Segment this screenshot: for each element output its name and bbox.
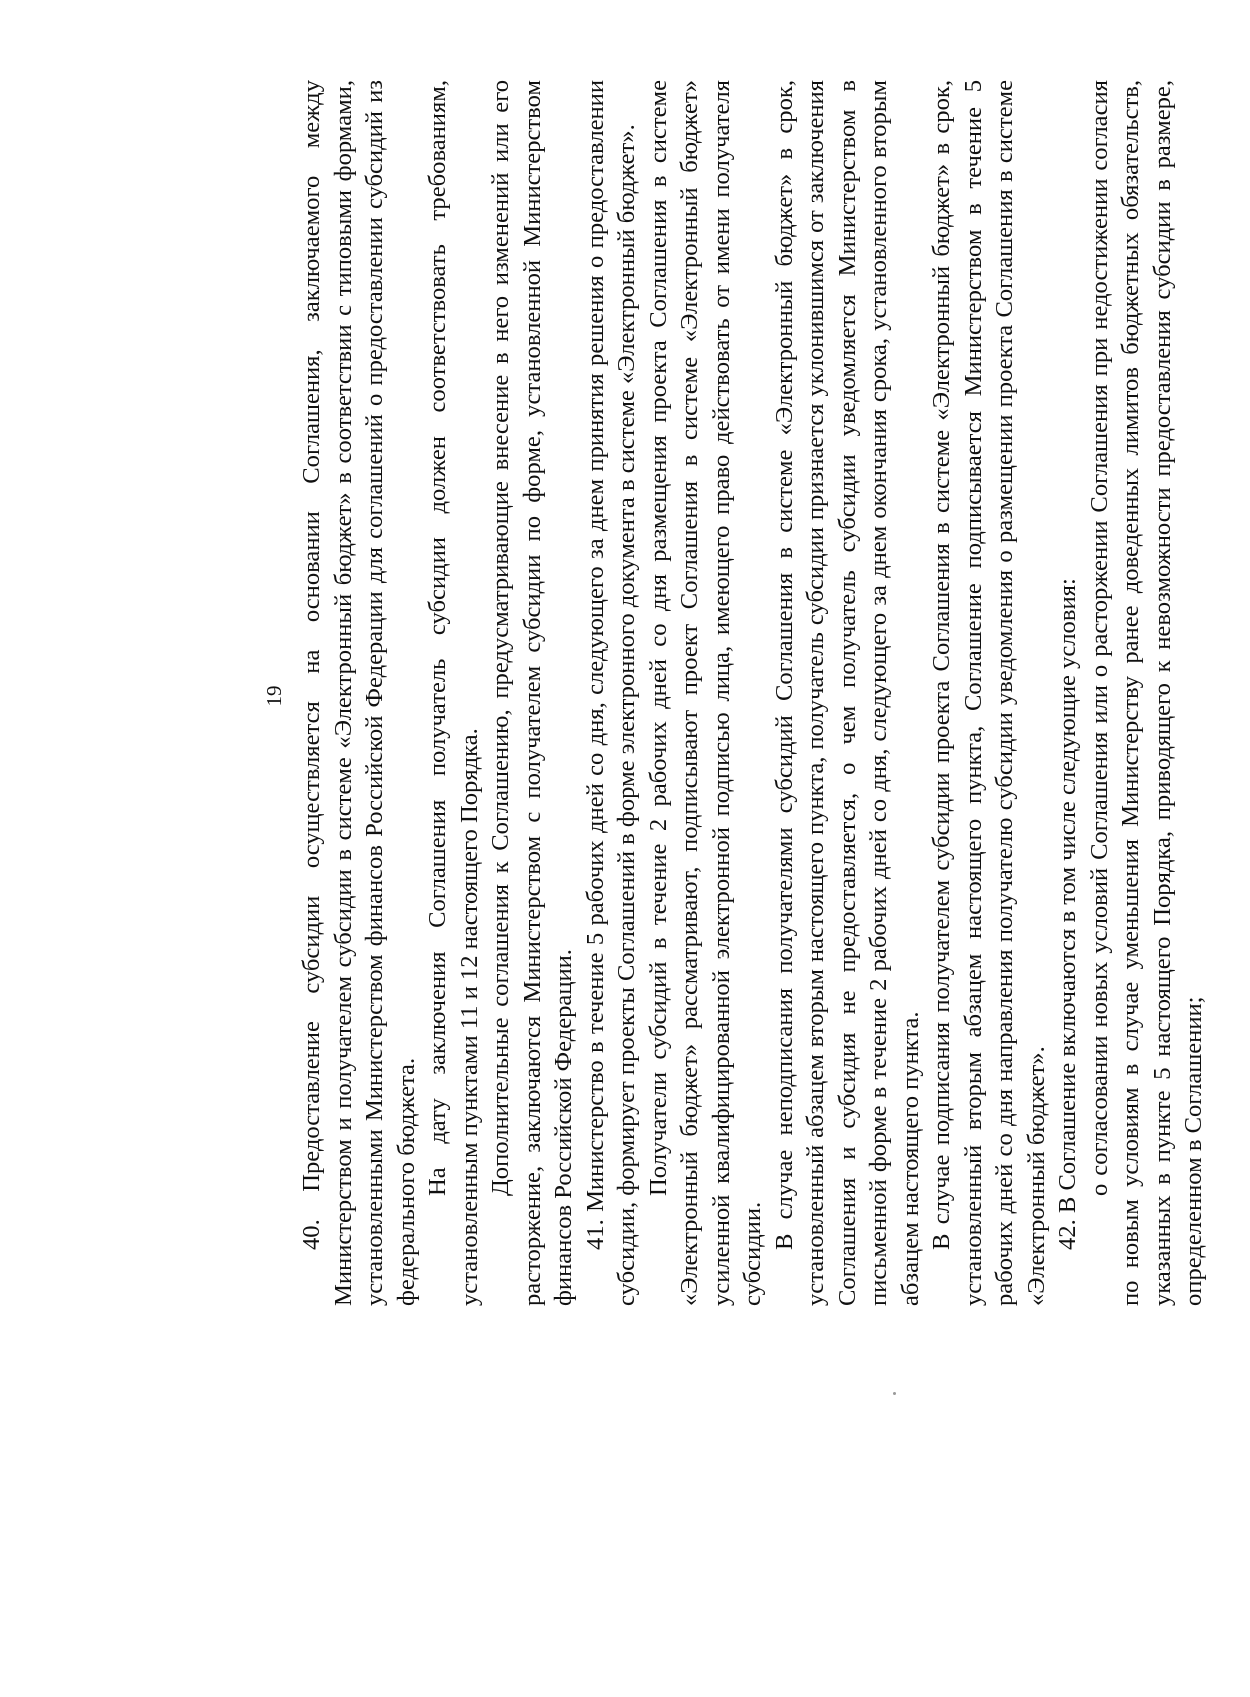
page-number: 19 <box>262 685 286 707</box>
paragraph-40: 40. Предоставление субсидии осуществляется на основании Соглашения, заключаемого между Министерством и получателем субсидии в системе «Электронный бюджет» в соответствии с типовыми формами, установленными Министерством финансов Российской Федерации для соглашений о предоставлении субсидий из федерального бюджета. <box>298 80 420 1306</box>
paragraph-41-non-signing: В случае неподписания получателями субсидий Соглашения в системе «Электронный бюджет» в срок, установленный абзацем вторым настоящего пункта, получатель субсидии признается уклонившимся от заключения Соглашения и субсидия не предоставляется, о чем получатель субсидии уведомляется Министерством в письменной форме в течение 2 рабочих дней со дня, следующего за днем окончания срока, установленного вторым абзацем настоящего пункта. <box>770 80 924 1306</box>
paragraph-41-signing: Получатели субсидий в течение 2 рабочих дней со дня размещения проекта Соглашения в системе «Электронный бюджет» рассматривают, подписывают проект Соглашения в системе «Электронный бюджет» усиленной квалифицированной электронной подписью лица, имеющего право действовать от имени получателя субсидии. <box>644 80 766 1306</box>
scan-artifact-dot <box>893 1392 896 1395</box>
document-body <box>296 46 1210 1346</box>
rotated-text-block <box>254 46 1250 1346</box>
paragraph-41-signed: В случае подписания получателем субсидии проекта Соглашения в системе «Электронный бюджет» в срок, установленный вторым абзацем настоящего пункта, Соглашение подписывается Министерством в течение 5 рабочих дней со дня направления получателю субсидии уведомления о размещении проекта Соглашения в системе «Электронный бюджет». <box>928 80 1050 1306</box>
paragraph-42-condition: о согласовании новых условий Соглашения или о расторжении Соглашения при недостижении согласия по новым условиям в случае уменьшения Министерству ранее доведенных лимитов бюджетных обязательств, указанных в пункте 5 настоящего Порядка, приводящего к невозможности предоставления субсидии в размере, определенном в Соглашении; <box>1085 80 1207 1306</box>
paragraph-42: 42. В Соглашение включаются в том числе следующие условия: <box>1054 578 1081 1250</box>
paragraph-41: 41. Министерство в течение 5 рабочих дней со дня, следующего за днем принятия решения о предоставлении субсидии, формирует проекты Соглашений в форме электронного документа в системе «Электронный бюджет». <box>581 80 640 1306</box>
paragraph-40-additional-agreements: Дополнительные соглашения к Соглашению, предусматривающие внесение в него изменений или его расторжение, заключаются Министерством с получателем субсидии по форме, установленной Министерством финансов Российской Федерации. <box>487 80 577 1306</box>
paragraph-40-date-requirements: На дату заключения Соглашения получатель субсидии должен соответствовать требованиям, установленным пунктами 11 и 12 настоящего Порядка. <box>424 80 483 1306</box>
